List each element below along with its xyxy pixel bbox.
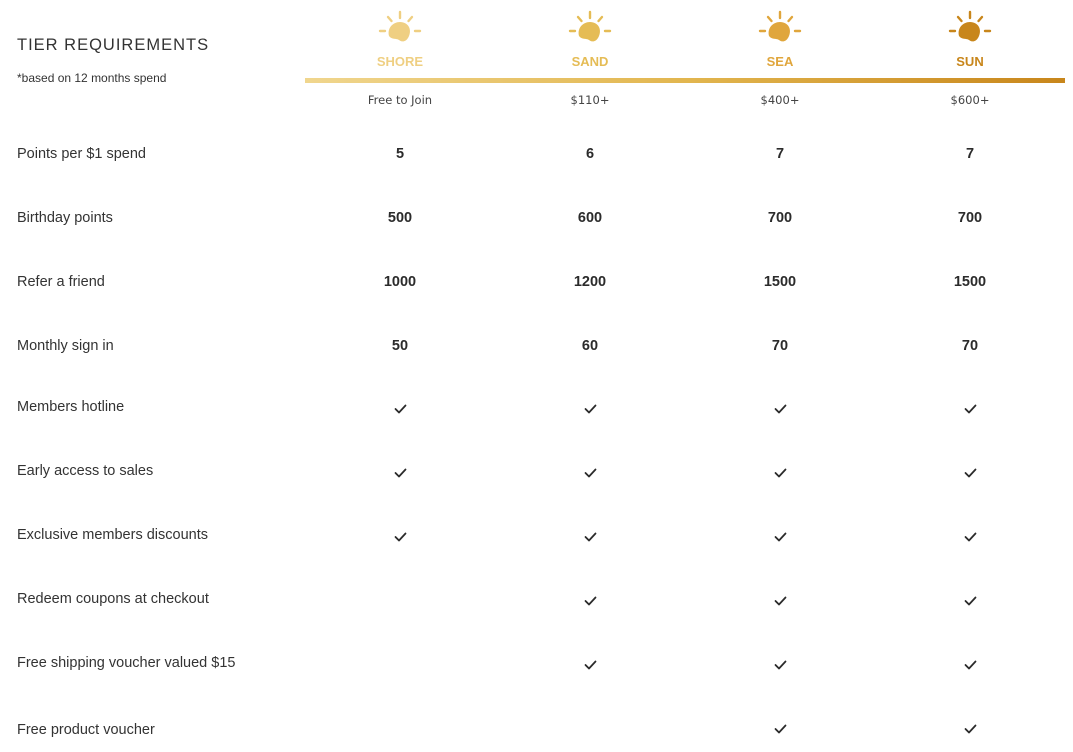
check-icon [964,596,977,606]
tier-price: $600+ [950,93,990,107]
row-value: 1000 [383,274,417,290]
row-value: 50 [391,338,409,354]
spend-note: *based on 12 months spend [17,71,167,85]
check-icon [584,660,597,670]
row-label-points-per-spend: Points per $1 spend [17,146,146,162]
check-icon [774,660,787,670]
row-label-refer-friend: Refer a friend [17,274,105,290]
sun-icon [378,10,422,48]
check-icon [774,404,787,414]
row-value: 60 [581,338,599,354]
row-label-redeem-coupons: Redeem coupons at checkout [17,591,209,607]
row-label-birthday-points: Birthday points [17,210,113,226]
check-icon [964,724,977,734]
row-label-early-access: Early access to sales [17,463,154,479]
row-value: 70 [961,338,979,354]
row-value: 1500 [953,274,987,290]
row-value: 7 [775,146,785,162]
tier-name: SUN [956,54,984,69]
page-title: TIER REQUIREMENTS [17,36,210,54]
check-icon [774,724,787,734]
check-icon [584,404,597,414]
check-icon [584,532,597,542]
sun-icon [568,10,612,48]
tier-name: SHORE [376,54,424,69]
tier-name: SAND [571,54,609,69]
check-icon [964,468,977,478]
row-label-members-hotline: Members hotline [17,399,125,415]
row-value: 1200 [573,274,607,290]
check-icon [964,404,977,414]
check-icon [964,532,977,542]
row-value: 600 [577,210,603,226]
row-value: 7 [965,146,975,162]
tier-price: Free to Join [367,93,433,107]
check-icon [774,532,787,542]
row-label-free-shipping: Free shipping voucher valued $15 [17,655,236,671]
check-icon [394,532,407,542]
row-label-monthly-sign-in: Monthly sign in [17,338,114,354]
check-icon [394,468,407,478]
tier-name: SEA [766,54,794,69]
row-label-exclusive-discounts: Exclusive members discounts [17,527,208,543]
check-icon [584,468,597,478]
row-value: 700 [767,210,793,226]
row-value: 700 [957,210,983,226]
row-value: 70 [771,338,789,354]
tier-price: $400+ [760,93,800,107]
sun-icon [948,10,992,48]
row-value: 5 [395,146,405,162]
check-icon [774,468,787,478]
check-icon [584,596,597,606]
tier-gradient-bar [305,78,1065,83]
row-value: 6 [585,146,595,162]
row-label-free-product: Free product voucher [17,722,155,738]
check-icon [394,404,407,414]
tier-price: $110+ [570,93,610,107]
check-icon [774,596,787,606]
sun-icon [758,10,802,48]
check-icon [964,660,977,670]
row-value: 1500 [763,274,797,290]
row-value: 500 [387,210,413,226]
